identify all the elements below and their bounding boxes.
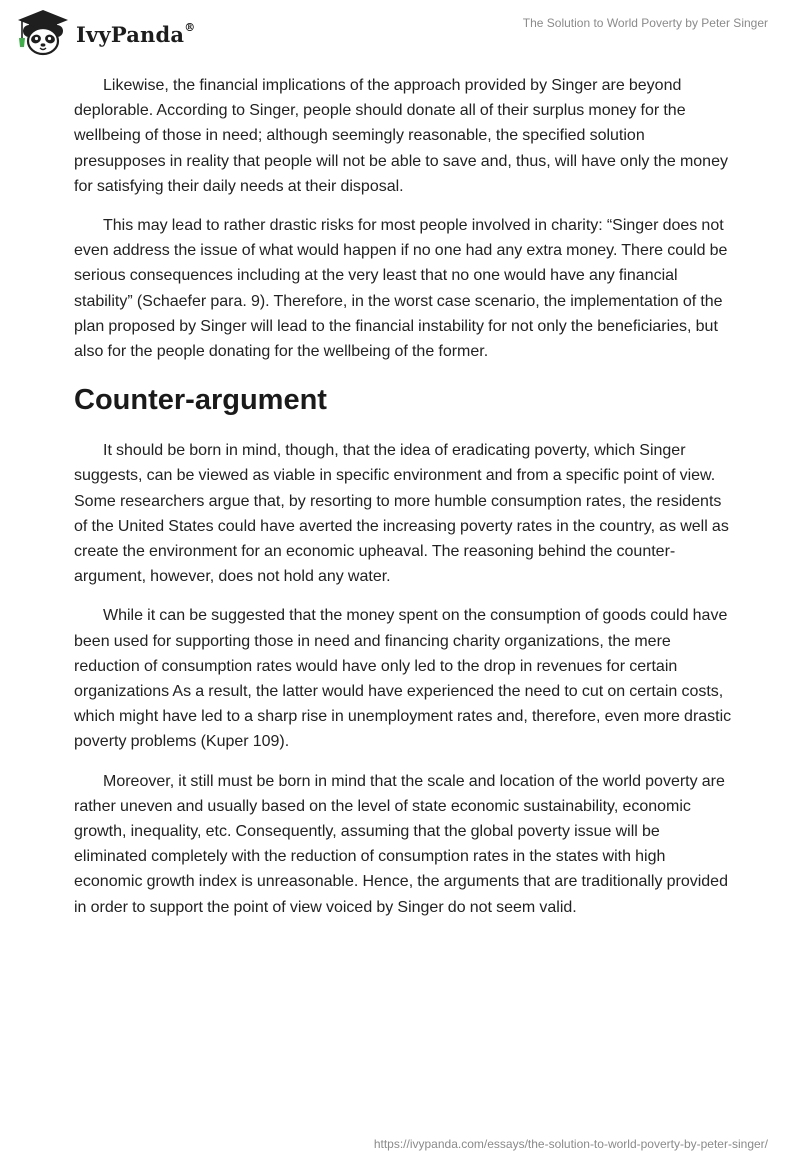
page-header	[0, 0, 800, 64]
essay-content	[74, 73, 734, 934]
body-paragraph: It should be born in mind, though, that the idea of eradicating poverty, which Singer suggests, can be viewed as viable in specific environment and from a specific point of view. Some researchers argue that, by resorting to more humble consumption rates, the residents of the United States could have averted the increasing poverty rates in the country, as well as create the environment for an economic upheaval. The reasoning behind the counter-argument, however, does not hold any water.	[74, 442, 729, 586]
brand-text: IvyPanda	[76, 21, 185, 47]
panda-graduate-icon	[14, 8, 72, 56]
body-paragraph: Moreover, it still must be born in mind that the scale and location of the world poverty are rather uneven and usually based on the level of state economic sustainability, economic growth, inequality, etc. Consequently, assuming that the global poverty issue will be eliminated completely with the reduction of consumption rates in the states with high economic growth index is unreasonable. Hence, the arguments that are traditionally provided in order to support the point of view voiced by Singer do not seem valid.	[74, 772, 728, 916]
body-paragraph: This may lead to rather drastic risks for most people involved in charity: “Singer does not even address the issue of what would happen if no one had any extra money. There could be serious consequences including at the very least that no one would have any financial stability” (Schaefer para. 9). Therefore, in the worst case scenario, the implementation of the plan proposed by Singer will lead to the financial instability for not only the beneficiaries, but also for the people donating for the wellbeing of the former.	[74, 217, 728, 361]
body-paragraph: While it can be suggested that the money spent on the consumption of goods could have been used for supporting those in need and financing charity organizations, the mere reduction of consumption rates would have only led to the drop in revenues for certain organizations As a result, the latter would have experienced the need to cut on certain costs, which might have led to a sharp rise in unemployment rates and, therefore, even more drastic poverty problems (Kuper 109).	[74, 607, 732, 751]
trademark-symbol: ®	[184, 20, 196, 34]
document-title: The Solution to World Poverty by Peter Singer	[522, 16, 768, 30]
section-heading: Counter-argument	[74, 384, 327, 417]
brand-name	[76, 22, 195, 47]
source-url[interactable]: https://ivypanda.com/essays/the-solution-to-world-poverty-by-peter-singer/	[373, 1137, 768, 1151]
body-paragraph: Likewise, the financial implications of the approach provided by Singer are beyond deplorable. According to Singer, people should donate all of their surplus money for the wellbeing of those in need; although seemingly reasonable, the specified solution presupposes in reality that people will not be able to save and, thus, will have only the money for satisfying their daily needs at their disposal.	[74, 77, 728, 195]
ivypanda-logo[interactable]	[14, 8, 195, 56]
